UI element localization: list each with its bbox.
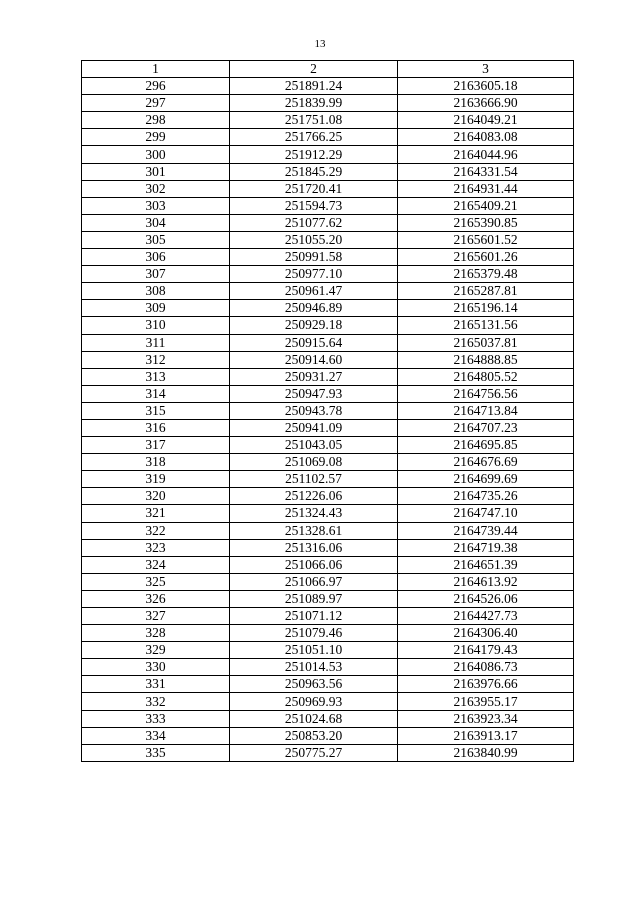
y-coordinate-cell: 2165287.81 — [398, 283, 574, 300]
table-row — [82, 693, 574, 710]
y-coordinate-cell: 2164931.44 — [398, 180, 574, 197]
y-coordinate-cell: 2164086.73 — [398, 659, 574, 676]
x-coordinate-cell: 250853.20 — [230, 727, 398, 744]
point-number-cell: 332 — [82, 693, 230, 710]
point-number-cell: 317 — [82, 437, 230, 454]
x-coordinate-cell: 251316.06 — [230, 539, 398, 556]
y-coordinate-cell: 2164699.69 — [398, 471, 574, 488]
x-coordinate-cell: 251102.57 — [230, 471, 398, 488]
point-number-cell: 324 — [82, 556, 230, 573]
y-coordinate-cell: 2164735.26 — [398, 488, 574, 505]
x-coordinate-cell: 250775.27 — [230, 744, 398, 761]
table-row — [82, 573, 574, 590]
point-number-cell: 312 — [82, 351, 230, 368]
y-coordinate-cell: 2164306.40 — [398, 625, 574, 642]
x-coordinate-cell: 250943.78 — [230, 402, 398, 419]
point-number-cell: 307 — [82, 266, 230, 283]
table-row — [82, 351, 574, 368]
y-coordinate-cell: 2163913.17 — [398, 727, 574, 744]
y-coordinate-cell: 2165601.26 — [398, 249, 574, 266]
table-row — [82, 385, 574, 402]
y-coordinate-cell: 2164526.06 — [398, 590, 574, 607]
table-row — [82, 266, 574, 283]
table-row — [82, 471, 574, 488]
x-coordinate-cell: 251043.05 — [230, 437, 398, 454]
x-coordinate-cell: 251077.62 — [230, 214, 398, 231]
y-coordinate-cell: 2164756.56 — [398, 385, 574, 402]
point-number-cell: 297 — [82, 95, 230, 112]
x-coordinate-cell: 250914.60 — [230, 351, 398, 368]
x-coordinate-cell: 250931.27 — [230, 368, 398, 385]
table-row — [82, 625, 574, 642]
y-coordinate-cell: 2165409.21 — [398, 197, 574, 214]
point-number-cell: 329 — [82, 642, 230, 659]
table-row — [82, 659, 574, 676]
x-coordinate-cell: 251066.97 — [230, 573, 398, 590]
point-number-cell: 299 — [82, 129, 230, 146]
y-coordinate-cell: 2164331.54 — [398, 163, 574, 180]
y-coordinate-cell: 2165379.48 — [398, 266, 574, 283]
point-number-cell: 327 — [82, 608, 230, 625]
x-coordinate-cell: 251051.10 — [230, 642, 398, 659]
y-coordinate-cell: 2164427.73 — [398, 608, 574, 625]
table-row — [82, 608, 574, 625]
x-coordinate-cell: 251071.12 — [230, 608, 398, 625]
table-row — [82, 727, 574, 744]
point-number-cell: 315 — [82, 402, 230, 419]
table-row — [82, 642, 574, 659]
x-coordinate-cell: 251069.08 — [230, 454, 398, 471]
x-coordinate-cell: 251079.46 — [230, 625, 398, 642]
point-number-cell: 310 — [82, 317, 230, 334]
table-row — [82, 744, 574, 761]
y-coordinate-cell: 2165196.14 — [398, 300, 574, 317]
y-coordinate-cell: 2164713.84 — [398, 402, 574, 419]
point-number-cell: 325 — [82, 573, 230, 590]
table-row — [82, 231, 574, 248]
point-number-cell: 333 — [82, 710, 230, 727]
point-number-cell: 296 — [82, 78, 230, 95]
y-coordinate-cell: 2163666.90 — [398, 95, 574, 112]
y-coordinate-cell: 2164049.21 — [398, 112, 574, 129]
table-row — [82, 163, 574, 180]
x-coordinate-cell: 250929.18 — [230, 317, 398, 334]
x-coordinate-cell: 251055.20 — [230, 231, 398, 248]
point-number-cell: 330 — [82, 659, 230, 676]
y-coordinate-cell: 2164719.38 — [398, 539, 574, 556]
y-coordinate-cell: 2164707.23 — [398, 419, 574, 436]
y-coordinate-cell: 2163605.18 — [398, 78, 574, 95]
y-coordinate-cell: 2164083.08 — [398, 129, 574, 146]
table-row — [82, 402, 574, 419]
point-number-cell: 328 — [82, 625, 230, 642]
page-number: 13 — [314, 38, 326, 50]
table-row — [82, 419, 574, 436]
x-coordinate-cell: 251089.97 — [230, 590, 398, 607]
x-coordinate-cell: 250941.09 — [230, 419, 398, 436]
column-header-2: 2 — [230, 61, 398, 78]
point-number-cell: 309 — [82, 300, 230, 317]
table-row — [82, 317, 574, 334]
table-body — [82, 78, 574, 762]
y-coordinate-cell: 2164888.85 — [398, 351, 574, 368]
y-coordinate-cell: 2163955.17 — [398, 693, 574, 710]
point-number-cell: 305 — [82, 231, 230, 248]
x-coordinate-cell: 251891.24 — [230, 78, 398, 95]
x-coordinate-cell: 251014.53 — [230, 659, 398, 676]
column-header-1: 1 — [82, 61, 230, 78]
y-coordinate-cell: 2164805.52 — [398, 368, 574, 385]
point-number-cell: 334 — [82, 727, 230, 744]
point-number-cell: 306 — [82, 249, 230, 266]
table-row — [82, 180, 574, 197]
point-number-cell: 316 — [82, 419, 230, 436]
x-coordinate-cell: 250977.10 — [230, 266, 398, 283]
point-number-cell: 314 — [82, 385, 230, 402]
x-coordinate-cell: 251845.29 — [230, 163, 398, 180]
point-number-cell: 308 — [82, 283, 230, 300]
point-number-cell: 318 — [82, 454, 230, 471]
y-coordinate-cell: 2163976.66 — [398, 676, 574, 693]
table-row — [82, 249, 574, 266]
table-row — [82, 437, 574, 454]
point-number-cell: 319 — [82, 471, 230, 488]
x-coordinate-cell: 251024.68 — [230, 710, 398, 727]
table-row — [82, 197, 574, 214]
point-number-cell: 322 — [82, 522, 230, 539]
table-row — [82, 505, 574, 522]
y-coordinate-cell: 2163840.99 — [398, 744, 574, 761]
point-number-cell: 321 — [82, 505, 230, 522]
table-row — [82, 454, 574, 471]
x-coordinate-cell: 251066.06 — [230, 556, 398, 573]
x-coordinate-cell: 250946.89 — [230, 300, 398, 317]
x-coordinate-cell: 251226.06 — [230, 488, 398, 505]
y-coordinate-cell: 2164179.43 — [398, 642, 574, 659]
point-number-cell: 335 — [82, 744, 230, 761]
point-number-cell: 313 — [82, 368, 230, 385]
point-number-cell: 311 — [82, 334, 230, 351]
point-number-cell: 304 — [82, 214, 230, 231]
y-coordinate-cell: 2164676.69 — [398, 454, 574, 471]
table-row — [82, 146, 574, 163]
table-row — [82, 334, 574, 351]
table-row — [82, 556, 574, 573]
table-row — [82, 676, 574, 693]
y-coordinate-cell: 2165037.81 — [398, 334, 574, 351]
point-number-cell: 326 — [82, 590, 230, 607]
point-number-cell: 298 — [82, 112, 230, 129]
x-coordinate-cell: 250961.47 — [230, 283, 398, 300]
y-coordinate-cell: 2164695.85 — [398, 437, 574, 454]
table-row — [82, 78, 574, 95]
x-coordinate-cell: 250947.93 — [230, 385, 398, 402]
x-coordinate-cell: 250969.93 — [230, 693, 398, 710]
table-row — [82, 95, 574, 112]
table-row — [82, 129, 574, 146]
x-coordinate-cell: 250963.56 — [230, 676, 398, 693]
table-row — [82, 710, 574, 727]
table-header-row — [82, 61, 574, 78]
point-number-cell: 323 — [82, 539, 230, 556]
y-coordinate-cell: 2165601.52 — [398, 231, 574, 248]
point-number-cell: 302 — [82, 180, 230, 197]
table-row — [82, 539, 574, 556]
point-number-cell: 300 — [82, 146, 230, 163]
y-coordinate-cell: 2165131.56 — [398, 317, 574, 334]
x-coordinate-cell: 251328.61 — [230, 522, 398, 539]
table-row — [82, 488, 574, 505]
x-coordinate-cell: 251594.73 — [230, 197, 398, 214]
point-number-cell: 331 — [82, 676, 230, 693]
x-coordinate-cell: 250991.58 — [230, 249, 398, 266]
x-coordinate-cell: 251912.29 — [230, 146, 398, 163]
y-coordinate-cell: 2164747.10 — [398, 505, 574, 522]
point-number-cell: 320 — [82, 488, 230, 505]
x-coordinate-cell: 251839.99 — [230, 95, 398, 112]
y-coordinate-cell: 2164739.44 — [398, 522, 574, 539]
coordinates-table — [81, 60, 574, 762]
table-row — [82, 590, 574, 607]
table-row — [82, 112, 574, 129]
table-row — [82, 283, 574, 300]
y-coordinate-cell: 2164613.92 — [398, 573, 574, 590]
x-coordinate-cell: 251324.43 — [230, 505, 398, 522]
x-coordinate-cell: 250915.64 — [230, 334, 398, 351]
point-number-cell: 301 — [82, 163, 230, 180]
y-coordinate-cell: 2165390.85 — [398, 214, 574, 231]
table-row — [82, 368, 574, 385]
y-coordinate-cell: 2164044.96 — [398, 146, 574, 163]
column-header-3: 3 — [398, 61, 574, 78]
x-coordinate-cell: 251720.41 — [230, 180, 398, 197]
point-number-cell: 303 — [82, 197, 230, 214]
table-row — [82, 214, 574, 231]
x-coordinate-cell: 251751.08 — [230, 112, 398, 129]
x-coordinate-cell: 251766.25 — [230, 129, 398, 146]
table-row — [82, 522, 574, 539]
y-coordinate-cell: 2164651.39 — [398, 556, 574, 573]
table-row — [82, 300, 574, 317]
y-coordinate-cell: 2163923.34 — [398, 710, 574, 727]
